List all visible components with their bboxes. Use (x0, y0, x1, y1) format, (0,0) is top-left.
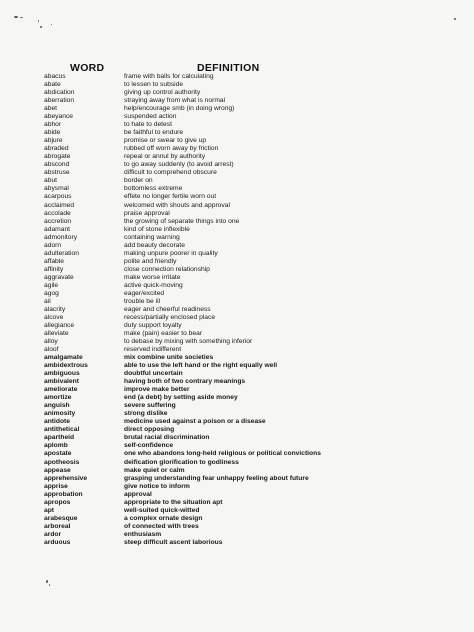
word-cell: abraded (44, 145, 69, 153)
word-cell: agog (44, 289, 59, 297)
list-item (44, 161, 464, 169)
definition-cell: of connected with trees (124, 522, 199, 530)
list-item (44, 73, 464, 81)
word-cell: arboreal (44, 522, 71, 530)
word-cell: aggravate (44, 273, 74, 281)
word-cell: admonitory (44, 233, 78, 241)
word-cell: amortize (44, 394, 72, 402)
definition-cell: severe suffering (124, 402, 176, 410)
list-item (44, 234, 464, 242)
definition-cell: the growing of separate things into one (124, 217, 240, 225)
list-item (44, 322, 464, 330)
list-item (44, 266, 464, 274)
definition-cell: border on (124, 177, 153, 185)
list-item (44, 89, 464, 97)
word-cell: affinity (44, 265, 64, 273)
list-item (44, 153, 464, 161)
word-cell: ambivalent (44, 378, 79, 386)
definition-cell: making unpure poorer in quality (124, 249, 218, 257)
definition-cell: enthusiasm (124, 530, 162, 538)
word-cell: aplomb (44, 442, 68, 450)
list-item (44, 129, 464, 137)
word-cell: abate (44, 81, 61, 89)
definition-cell: bottomless extreme (124, 185, 183, 193)
word-cell: abstruse (44, 169, 70, 177)
word-cell: abjure (44, 137, 63, 145)
definition-cell: give notice to inform (124, 482, 190, 490)
word-cell: abeyance (44, 113, 74, 121)
scan-speck (454, 18, 456, 20)
vocabulary-list (44, 73, 464, 547)
definition-cell: approval (124, 490, 152, 498)
definition-cell: suspended action (124, 113, 177, 121)
list-item (44, 338, 464, 346)
definition-cell: effete no longer fertile worn out (124, 193, 217, 201)
list-item (44, 218, 464, 226)
list-item (44, 121, 464, 129)
definition-cell: one who abandons long-held religious or political convictions (124, 450, 321, 458)
word-cell: affable (44, 257, 64, 265)
definition-cell: kind of stone inflexible (124, 225, 190, 233)
word-cell: accretion (44, 217, 72, 225)
list-item (44, 362, 464, 370)
list-item (44, 97, 464, 105)
list-item (44, 169, 464, 177)
list-item (44, 242, 464, 250)
list-item (44, 113, 464, 121)
definition-cell: eager and cheerful readiness (124, 305, 211, 313)
word-cell: abacus (44, 73, 66, 80)
word-cell: animosity (44, 410, 76, 418)
definition-cell: praise approval (124, 209, 170, 217)
word-cell: adamant (44, 225, 71, 233)
list-item (44, 378, 464, 386)
definition-cell: well-suited quick-witted (124, 506, 200, 514)
definition-cell: to debase by mixing with something inferior (124, 338, 253, 346)
list-item (44, 346, 464, 354)
list-item (44, 290, 464, 298)
list-item (44, 258, 464, 266)
definition-cell: having both of two contrary meanings (124, 378, 246, 386)
definition-cell: welcomed with shouts and approval (124, 201, 230, 209)
definition-cell: straying away from what is normal (124, 97, 226, 105)
definition-cell: end (a debt) by setting aside money (124, 394, 238, 402)
list-item (44, 475, 464, 483)
word-cell: abet (44, 105, 58, 113)
word-cell: apprehensive (44, 474, 88, 482)
definition-cell: to lessen to subside (124, 81, 184, 89)
definition-cell: to go away suddenly (to avoid arrest) (124, 161, 234, 169)
word-cell: abhor (44, 121, 62, 129)
scan-speck (46, 580, 48, 583)
definition-cell: grasping understanding fear unhappy feeling about future (124, 474, 309, 482)
list-item (44, 137, 464, 145)
definition-cell: strong dislike (124, 410, 168, 418)
list-item (44, 210, 464, 218)
word-cell: appease (44, 466, 71, 474)
word-cell: apprise (44, 482, 68, 490)
list-item (44, 177, 464, 185)
word-cell: anguish (44, 402, 70, 410)
definition-cell: mix combine unite societies (124, 354, 214, 362)
definition-cell: duty support loyalty (124, 321, 182, 329)
scan-speck (38, 20, 39, 22)
list-item (44, 507, 464, 515)
word-cell: apartheid (44, 434, 75, 442)
word-cell: apropos (44, 498, 71, 506)
definition-cell: rubbed off worn away by friction (124, 145, 219, 153)
list-item (44, 105, 464, 113)
word-cell: acarpous (44, 193, 72, 201)
definition-cell: active quick-moving (124, 281, 183, 289)
word-cell: allegiance (44, 321, 75, 329)
word-cell: approbation (44, 490, 83, 498)
list-item (44, 499, 464, 507)
list-item (44, 370, 464, 378)
list-item (44, 81, 464, 89)
word-cell: agile (44, 281, 59, 289)
word-cell: abrogate (44, 153, 71, 161)
definition-cell: self-confidence (124, 442, 174, 450)
list-item (44, 330, 464, 338)
word-cell: alloy (44, 338, 58, 346)
list-item (44, 386, 464, 394)
list-item (44, 531, 464, 539)
scan-speck (20, 17, 23, 18)
definition-column-header: DEFINITION (197, 62, 260, 74)
definition-cell: close connection relationship (124, 265, 210, 273)
list-item (44, 193, 464, 201)
word-cell: adulteration (44, 249, 79, 257)
definition-cell: improve make better (124, 386, 190, 394)
word-column-header: WORD (70, 62, 105, 74)
list-item (44, 539, 464, 547)
definition-cell: be faithful to endure (124, 129, 184, 137)
definition-cell: frame with balls for calculating (124, 73, 214, 80)
definition-cell: medicine used against a poison or a disease (124, 418, 266, 426)
word-cell: arabesque (44, 514, 78, 522)
list-item (44, 434, 464, 442)
list-item (44, 523, 464, 531)
word-cell: alleviate (44, 330, 69, 337)
list-item (44, 250, 464, 258)
word-cell: adorn (44, 241, 62, 249)
definition-cell: add beauty decorate (124, 241, 185, 249)
list-item (44, 402, 464, 410)
word-cell: abscond (44, 161, 70, 169)
definition-cell: doubtful uncertain (124, 370, 183, 378)
list-item (44, 410, 464, 418)
definition-cell: reserved indifferent (124, 346, 182, 354)
word-cell: apotheosis (44, 458, 80, 466)
list-item (44, 459, 464, 467)
word-cell: abysmal (44, 185, 69, 193)
definition-cell: difficult to comprehend obscure (124, 169, 217, 177)
word-cell: apostate (44, 450, 72, 458)
list-item (44, 145, 464, 153)
word-cell: amalgamate (44, 354, 83, 362)
word-cell: aloof (44, 346, 59, 354)
scan-speck (40, 26, 42, 28)
definition-cell: containing warning (124, 233, 180, 241)
word-cell: ambiguous (44, 370, 80, 378)
word-cell: aberration (44, 97, 75, 105)
list-item (44, 467, 464, 475)
list-item (44, 354, 464, 362)
definition-cell: brutal racial discrimination (124, 434, 210, 442)
word-cell: accolade (44, 209, 71, 217)
definition-cell: appropriate to the situation apt (124, 498, 223, 506)
definition-cell: make worse irritate (124, 273, 181, 281)
word-cell: acclaimed (44, 201, 75, 209)
list-item (44, 274, 464, 282)
list-item (44, 515, 464, 523)
word-cell: alcove (44, 313, 64, 321)
word-cell: antithetical (44, 426, 80, 434)
definition-cell: to hate to detest (124, 121, 172, 129)
list-item (44, 491, 464, 499)
definition-cell: eager/excited (124, 289, 165, 297)
list-item (44, 418, 464, 426)
definition-cell: make (pain) easier to bear (124, 330, 203, 337)
word-cell: antidote (44, 418, 71, 426)
word-cell: apt (44, 506, 55, 514)
list-item (44, 426, 464, 434)
scan-speck (51, 24, 52, 25)
scan-speck (14, 16, 18, 18)
list-item (44, 483, 464, 491)
definition-cell: make quiet or calm (124, 466, 185, 474)
definition-cell: a complex ornate design (124, 514, 203, 522)
list-item (44, 226, 464, 234)
definition-cell: recess/partially enclosed place (124, 313, 216, 321)
definition-cell: direct opposing (124, 426, 175, 434)
word-cell: abut (44, 177, 58, 185)
scan-speck (49, 584, 50, 586)
word-cell: abdication (44, 89, 75, 97)
list-item (44, 298, 464, 306)
definition-cell: help/encourage smb (in doing wrong) (124, 105, 235, 113)
definition-cell: trouble be ill (124, 297, 161, 305)
word-cell: ail (44, 297, 51, 305)
definition-cell: polite and friendly (124, 257, 177, 265)
word-cell: ambidextrous (44, 362, 88, 370)
definition-cell: steep difficult ascent laborious (124, 538, 223, 546)
list-item (44, 394, 464, 402)
word-cell: alacrity (44, 305, 66, 313)
word-cell: ardor (44, 530, 62, 538)
definition-cell: repeal or annul by authority (124, 153, 206, 161)
definition-cell: giving up control authority (124, 89, 201, 97)
definition-cell: able to use the left hand or the right equally well (124, 362, 278, 370)
word-cell: arduous (44, 538, 71, 546)
word-cell: ameliorate (44, 386, 78, 394)
list-item (44, 202, 464, 210)
list-item (44, 314, 464, 322)
list-item (44, 282, 464, 290)
list-item (44, 185, 464, 193)
list-item (44, 306, 464, 314)
definition-cell: deification glorification to godliness (124, 458, 239, 466)
word-cell: abide (44, 129, 61, 137)
list-item (44, 442, 464, 450)
definition-cell: promise or swear to give up (124, 137, 207, 145)
list-item (44, 450, 464, 458)
